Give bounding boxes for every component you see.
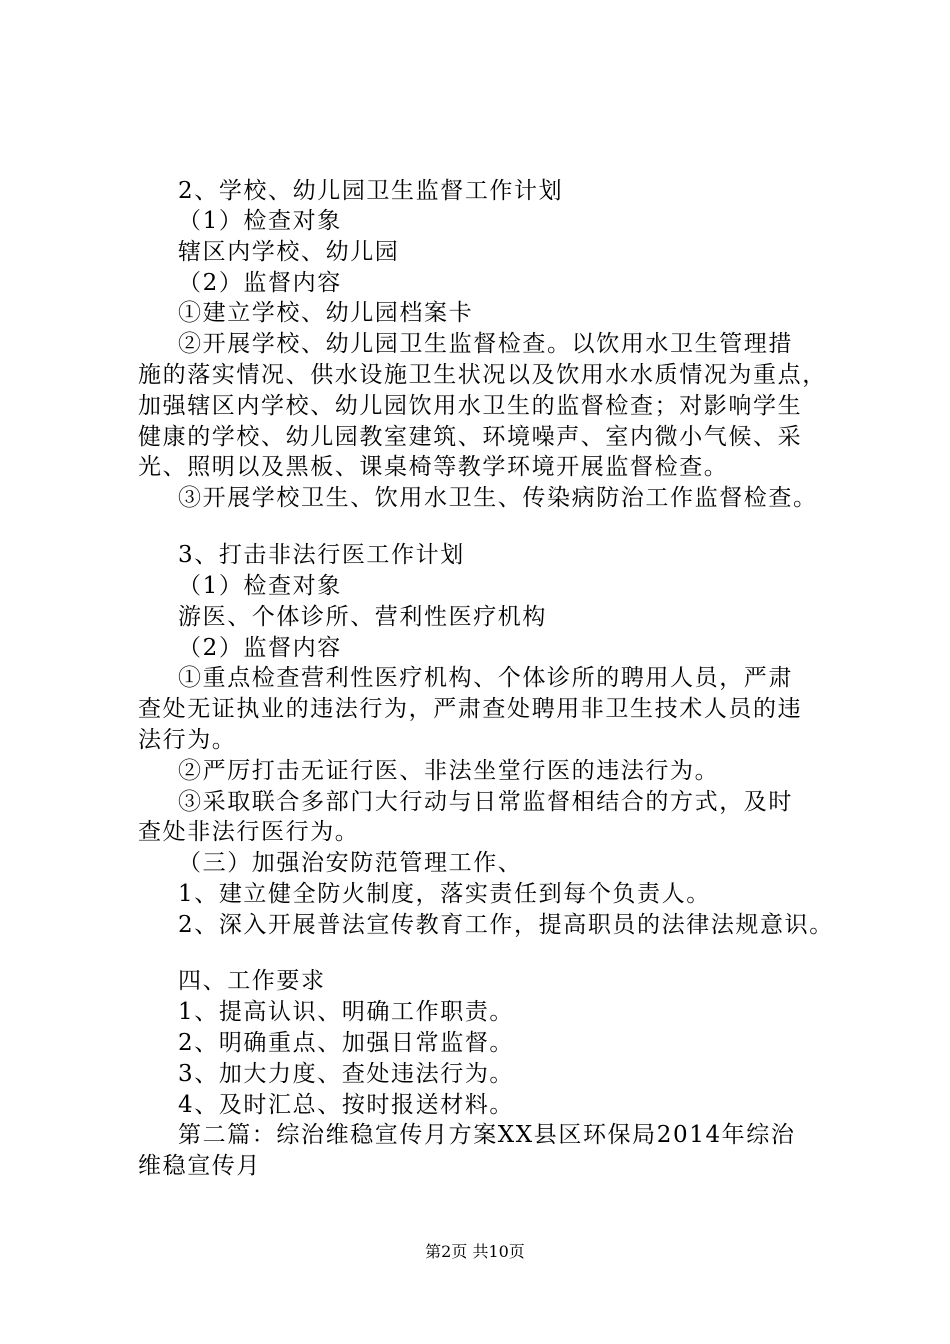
- list-item: 2、明确重点、加强日常监督。: [178, 1030, 515, 1056]
- paragraph-line: 1、建立健全防火制度，落实责任到每个负责人。: [178, 881, 711, 907]
- paragraph-line: ②开展学校、幼儿园卫生监督检查。以饮用水卫生管理措: [178, 331, 793, 357]
- paragraph-line: 施的落实情况、供水设施卫生状况以及饮用水水质情况为重点，: [138, 362, 827, 388]
- section-heading: 3、打击非法行医工作计划: [178, 542, 465, 568]
- paragraph-line: 辖区内学校、幼儿园: [178, 239, 400, 265]
- section-heading: 2、学校、幼儿园卫生监督工作计划: [178, 178, 564, 204]
- paragraph-line: 查处无证执业的违法行为，严肃查处聘用非卫生技术人员的违: [138, 696, 803, 722]
- paragraph-line: 查处非法行医行为。: [138, 819, 360, 845]
- subheading: （1）检查对象: [178, 208, 342, 234]
- subheading: （2）监督内容: [178, 270, 342, 296]
- paragraph-line: 光、照明以及黑板、课桌椅等教学环境开展监督检查。: [138, 454, 729, 480]
- paragraph-line: 健康的学校、幼儿园教室建筑、环境噪声、室内微小气候、采: [138, 424, 803, 450]
- paragraph-line: 游医、个体诊所、营利性医疗机构: [178, 604, 547, 630]
- subheading: （三）加强治安防范管理工作、: [178, 850, 523, 876]
- list-item: 4、及时汇总、按时报送材料。: [178, 1092, 515, 1118]
- paragraph-line: ③开展学校卫生、饮用水卫生、传染病防治工作监督检查。: [178, 485, 818, 511]
- subheading: （1）检查对象: [178, 573, 342, 599]
- chapter-title: 第二篇：综治维稳宣传月方案XX县区环保局2014年综治: [178, 1122, 796, 1148]
- paragraph-line: 2、深入开展普法宣传教育工作，提高职员的法律法规意识。: [178, 912, 834, 938]
- section-heading: 四、工作要求: [178, 968, 326, 994]
- page-number: 第2页 共10页: [425, 1242, 525, 1261]
- chapter-title: 维稳宣传月: [138, 1153, 261, 1179]
- paragraph-line: ①重点检查营利性医疗机构、个体诊所的聘用人员，严肃: [178, 665, 793, 691]
- paragraph-line: ②严厉打击无证行医、非法坐堂行医的违法行为。: [178, 758, 720, 784]
- list-item: 1、提高认识、明确工作职责。: [178, 999, 515, 1025]
- list-item: 3、加大力度、查处违法行为。: [178, 1061, 515, 1087]
- paragraph-line: 法行为。: [138, 727, 237, 753]
- subheading: （2）监督内容: [178, 635, 342, 661]
- paragraph-line: 加强辖区内学校、幼儿园饮用水卫生的监督检查；对影响学生: [138, 393, 803, 419]
- paragraph-line: ③采取联合多部门大行动与日常监督相结合的方式，及时: [178, 789, 793, 815]
- paragraph-line: ①建立学校、幼儿园档案卡: [178, 300, 474, 326]
